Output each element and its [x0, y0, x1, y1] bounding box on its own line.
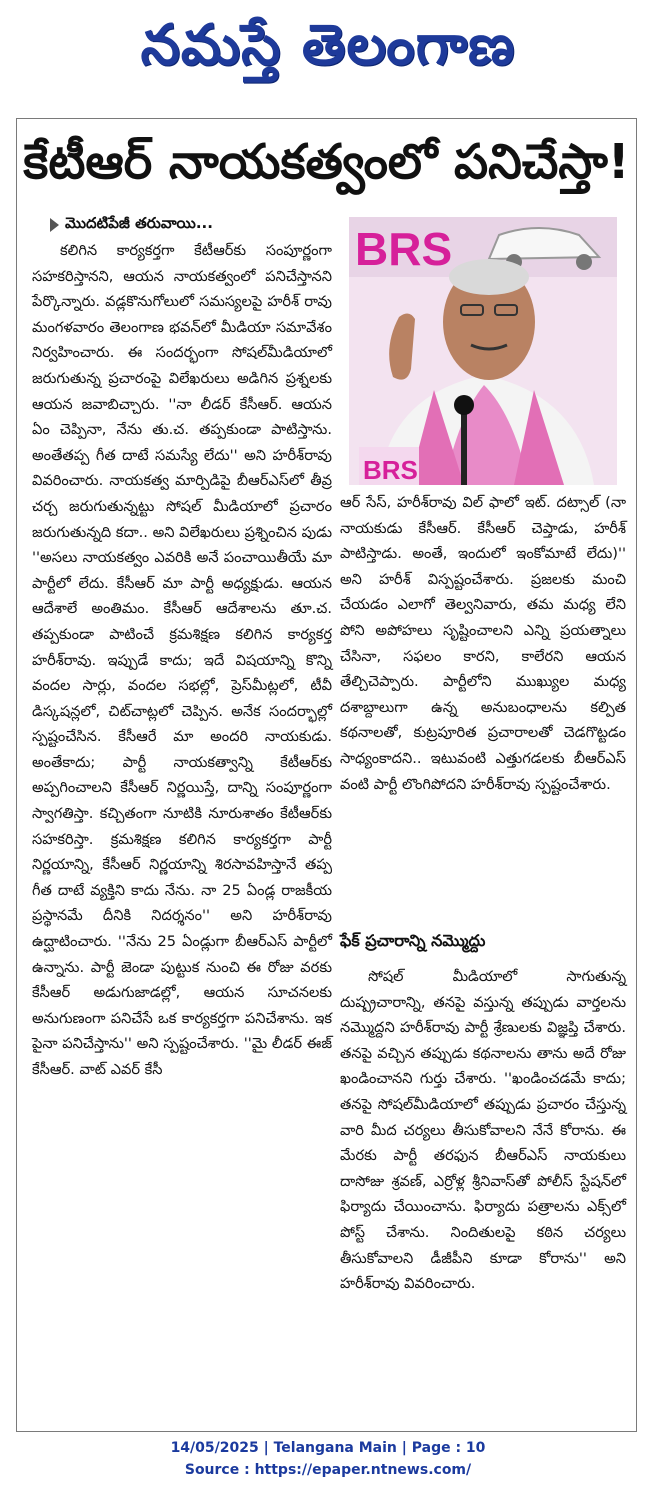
masthead-logo: నమస్తే తెలంగాణ [140, 13, 516, 78]
speaker-photo [349, 217, 617, 485]
article-column-right-bottom [340, 964, 626, 1297]
article-column-left [32, 238, 332, 1083]
article-column-right-top [340, 490, 626, 797]
continued-from-front-page [50, 214, 213, 236]
brs-podium-text: BRS [363, 455, 418, 485]
article-headline: కేటీఆర్ నాయకత్వంలో పనిచేస్తా! [23, 134, 630, 190]
continued-label: మొదటిపేజీ తరువాయి... [65, 214, 213, 232]
article-photo [349, 217, 617, 485]
paragraph: ఆర్ సేస్, హరీశ్‌రావు విల్ ఫాలో ఇట్. దట్సాల్ (నా నాయకుడు కేసీఆర్. కేసీఆర్ చెప్తాడు, హరీశ్ పాటిస్తాడు. అంతే, ఇందులో ఇంకోమాటే లేదు)'' అని హరీశ్ విస్పష్టంచేశారు. ప్రజలకు మంచి చేయడం ఎలాగో తెల్వనివారు, తమ మధ్య లేని పోని అపోహలు సృష్టించాలని ఎన్ని ప్రయత్నాలు చేసినా, సఫలం కారని, కాలేరని ఆయన తేల్చిచెప్పారు. పార్టీలోని ముఖ్యుల మధ్య దశాబ్దాలుగా ఉన్న అనుబంధాలను కల్పిత కథనాలతో, కుట్రపూరిత ప్రచారాలతో చెడగొట్టడం సాధ్యంకాదని.. ఇటువంటి ఎత్తుగడలకు బీఆర్‌ఎస్ వంటి పార్టీ లొంగిపోదని హరీశ్‌రావు స్పష్టంచేశారు. [340, 494, 626, 793]
brs-banner-text: BRS [355, 223, 453, 275]
arrow-icon [50, 218, 59, 232]
paragraph: సోషల్ మీడియాలో సాగుతున్న దుష్ప్రచారాన్ని, తనపై వస్తున్న తప్పుడు వార్తలను నమ్మొద్దని హరీశ్‌రావు పార్టీ శ్రేణులకు విజ్ఞప్తి చేశారు. తనపై వచ్చిన తప్పుడు కథనాలను తాను అదే రోజు ఖండించానని గుర్తు చేశారు. ''ఖండించడమే కాదు; తనపై సోషల్‌మీడియాలో తప్పుడు ప్రచారం చేస్తున్న వారి మీద చర్యలు తీసుకోవాలని నేనే కోరాను. ఈ మేరకు పార్టీ తరఫున బీఆర్‌ఎస్ నాయకులు దాసోజు శ్రవణ్, ఎర్రోళ్ల శ్రీనివాస్‌తో పోలీస్ స్టేషన్‌లో ఫిర్యాదు చేయించాను. ఫిర్యాదు పత్రాలను ఎక్స్‌లో పోస్ట్ చేశాను. నిందితులపై కఠిన చర్యలు తీసుకోవాలని డీజీపీని కూడా కోరాను'' అని హరీశ్‌రావు వివరించారు. [340, 968, 626, 1293]
masthead [0, 8, 656, 88]
footer-source-link[interactable]: Source : https://epaper.ntnews.com/ [184, 1462, 472, 1478]
paragraph: కలిగిన కార్యకర్తగా కేటీఆర్‌కు సంపూర్ణంగా సహకరిస్తానని, ఆయన నాయకత్వంలో పనిచేస్తానని పేర్కొన్నారు. వడ్లకొనుగోలులో సమస్యలపై హరీశ్ రావు మంగళవారం తెలంగాణ భవన్‌లో మీడియా సమావేశం నిర్వహించారు. ఈ సందర్భంగా సోషల్‌మీడియాలో జరుగుతున్న ప్రచారంపై విలేఖరులు అడిగిన ప్రశ్నలకు ఆయన జవాబిచ్చారు. ''నా లీడర్ కేసీఆర్. ఆయన ఏం చెప్పినా, నేను తు.చ. తప్పకుండా పాటిస్తాను. అంతేతప్ప గీత దాటే సమస్యే లేదు'' అని హరీశ్‌రావు వివరించారు. నాయకత్వ మార్పిడిపై బీఆర్‌ఎస్‌లో తీవ్ర చర్చ జరుగుతున్నట్టు సోషల్ మీడియాలో ప్రచారం జరుగుతున్నది కదా.. అని విలేఖరులు ప్రశ్నించిన పుడు ''అసలు నాయకత్వం ఎవరికి అనే పంచాయితీయే మా పార్టీలో లేదు. కేసీఆర్ మా పార్టీ అధ్యక్షుడు. ఆయన ఆదేశాలే అంతిమం. కేసీఆర్ ఆదేశాలను తూ.చ. తప్పకుండా పాటించే క్రమశిక్షణ కలిగిన కార్యకర్త హరీశ్‌రావు. ఇప్పుడే కాదు; ఇదే విషయాన్ని కొన్ని వందల సార్లు, వందల సభల్లో, ప్రెస్‌మీట్లలో, టీవీ డిస్కషన్లలో, చిట్‌చాట్లలో చెప్పిన. అనేక సందర్భాల్లో స్పష్టంచేసిన. కేసీఆరే మా అందరి నాయకుడు. అంతేకాదు; పార్టీ నాయకత్వాన్ని కేటీఆర్‌కు అప్పగించాలని కేసీఆర్ నిర్ణయిస్తే, దాన్ని సంపూర్ణంగా స్వాగతిస్తా. కచ్చితంగా నూటికి నూరుశాతం కేటీఆర్‌కు సహకరిస్తా. క్రమశిక్షణ కలిగిన కార్యకర్తగా పార్టీ నిర్ణయాన్ని, కేసీఆర్ నిర్ణయాన్ని శిరసావహిస్తానే తప్ప గీత దాటే వ్యక్తిని కాదు నేను. నా 25 ఏండ్ల రాజకీయ ప్రస్థానమే దీనికి నిదర్శనం'' అని హరీశ్‌రావు ఉద్ఘాటించారు. ''నేను 25 ఏండ్లుగా బీఆర్‌ఎస్ పార్టీలో ఉన్నాను. పార్టీ జెండా పుట్టుక నుంచి ఈ రోజు వరకు కేసీఆర్ అడుగుజాడల్లో, ఆయన సూచనలకు అనుగుణంగా పనిచేసే ఒక కార్యకర్తగా పనిచేశాను. ఇక పైనా పనిచేస్తాను'' అని స్పష్టంచేశారు. ''మై లీడర్ ఈజ్ కేసీఆర్. వాట్ ఎవర్ కేసీ [32, 242, 332, 1078]
footer-date-edition: 14/05/2025 | Telangana Main | Page : 10 [170, 1440, 486, 1456]
article-subheading: ఫేక్ ప్రచారాన్ని నమ్మొద్దు [340, 931, 486, 950]
